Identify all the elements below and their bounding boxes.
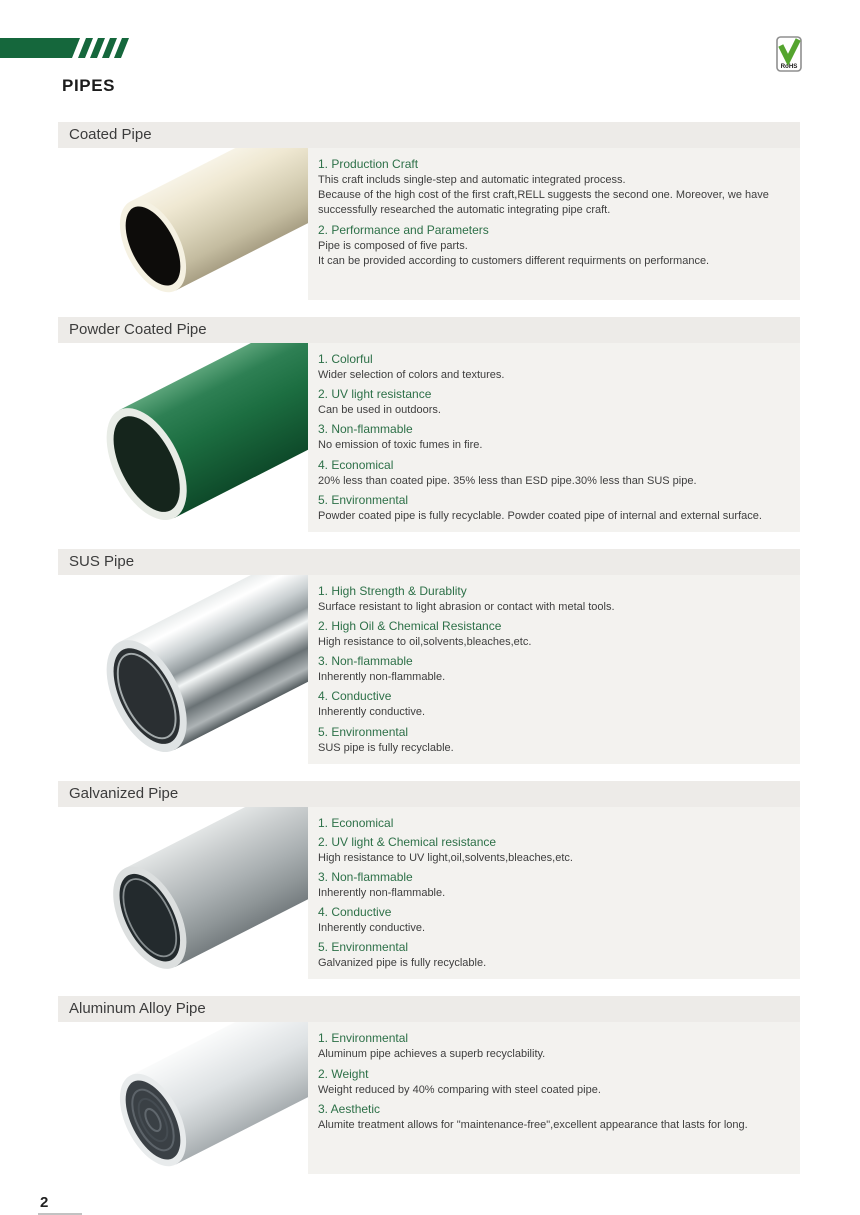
section-title: Powder Coated Pipe — [58, 317, 800, 343]
pipe-section — [58, 549, 800, 764]
pipe-section — [58, 996, 800, 1174]
powder-coated-pipe-illustration — [58, 343, 308, 532]
page-number-underline — [38, 1194, 82, 1215]
section-body — [58, 148, 800, 300]
feature-list — [308, 148, 800, 300]
section-body — [58, 343, 800, 532]
feature-heading: 4. Conductive — [318, 689, 392, 704]
feature-text: No emission of toxic fumes in fire. — [318, 439, 483, 452]
rohs-compliance-icon — [776, 36, 802, 72]
section-body — [58, 1022, 800, 1174]
coated-pipe-image — [58, 148, 308, 300]
section-title: SUS Pipe — [58, 549, 800, 575]
feature-text: High resistance to UV light,oil,solvents,bleaches,etc. — [318, 851, 573, 864]
feature-text: Because of the high cost of the first craft,RELL suggests the second one. Moreover, we have successfully researched the automatic integrating pipe craft. — [318, 189, 769, 217]
feature-text: 20% less than coated pipe. 35% less than ESD pipe.30% less than SUS pipe. — [318, 474, 697, 487]
sections — [58, 122, 800, 1174]
section-body — [58, 575, 800, 764]
sus-pipe-illustration — [58, 575, 308, 764]
section-title: Aluminum Alloy Pipe — [58, 996, 800, 1022]
pipe-section — [58, 781, 800, 980]
feature-text: Inherently non-flammable. — [318, 671, 446, 684]
sus-pipe-image — [58, 575, 308, 764]
feature-heading: 5. Environmental — [318, 940, 409, 955]
feature-text: It can be provided according to customers different requirments on performance. — [318, 254, 710, 267]
feature-text: Surface resistant to light abrasion or contact with metal tools. — [318, 600, 615, 613]
brand-stripes-banner-icon — [0, 38, 135, 58]
feature-text: This craft includs single-step and automatic integrated process. — [318, 174, 626, 186]
feature-heading: 2. UV light & Chemical resistance — [318, 834, 497, 849]
page-title: PIPES — [62, 76, 116, 95]
feature-heading: 2. High Oil & Chemical Resistance — [318, 619, 502, 634]
galvanized-pipe-image — [58, 807, 308, 980]
feature-text: Aluminum pipe achieves a superb recyclability. — [318, 1048, 546, 1061]
feature-heading: 1. High Strength & Durablity — [318, 583, 467, 598]
section-body — [58, 807, 800, 980]
feature-list — [308, 1022, 800, 1174]
feature-heading: 2. UV light resistance — [318, 387, 432, 402]
feature-heading: 3. Aesthetic — [318, 1101, 381, 1116]
feature-heading: 3. Non-flammable — [318, 654, 413, 669]
page-header — [0, 0, 860, 70]
feature-heading: 5. Environmental — [318, 492, 409, 507]
feature-heading: 2. Weight — [318, 1066, 369, 1081]
feature-text: Wider selection of colors and textures. — [318, 369, 505, 381]
feature-heading: 3. Non-flammable — [318, 869, 413, 884]
coated-pipe-illustration — [58, 148, 308, 300]
feature-text: SUS pipe is fully recyclable. — [318, 741, 454, 754]
feature-heading: 1. Production Craft — [318, 157, 419, 171]
pipe-section — [58, 317, 800, 532]
galvanized-pipe-illustration — [58, 807, 308, 980]
feature-text: Inherently conductive. — [318, 706, 426, 719]
feature-heading: 1. Colorful — [318, 352, 373, 366]
feature-heading: 4. Conductive — [318, 905, 392, 920]
feature-list — [308, 575, 800, 764]
feature-text: High resistance to oil,solvents,bleaches,etc. — [318, 636, 532, 649]
rohs-label: RoHS — [780, 63, 798, 70]
section-title: Galvanized Pipe — [58, 781, 800, 807]
feature-heading: 4. Economical — [318, 457, 394, 472]
aluminum-alloy-pipe-illustration — [58, 1022, 308, 1174]
feature-text: Galvanized pipe is fully recyclable. — [318, 957, 487, 970]
aluminum-alloy-pipe-image — [58, 1022, 308, 1174]
feature-list — [308, 807, 800, 980]
feature-list — [308, 343, 800, 532]
page-footer — [38, 1194, 860, 1215]
feature-text: Powder coated pipe is fully recyclable. Powder coated pipe of internal and external surface. — [318, 509, 762, 522]
feature-heading: 1. Environmental — [318, 1031, 409, 1046]
feature-text: Inherently non-flammable. — [318, 886, 446, 899]
feature-heading: 5. Environmental — [318, 724, 409, 739]
feature-heading: 2. Performance and Parameters — [318, 222, 489, 237]
feature-text: Weight reduced by 40% comparing with steel coated pipe. — [318, 1083, 601, 1096]
feature-heading: 1. Economical — [318, 815, 394, 830]
page-number: 2 — [40, 1194, 49, 1212]
feature-text: Pipe is composed of five parts. — [318, 239, 468, 252]
feature-heading: 3. Non-flammable — [318, 422, 413, 437]
feature-text: Inherently conductive. — [318, 922, 426, 935]
section-title: Coated Pipe — [58, 122, 800, 148]
feature-text: Alumite treatment allows for "maintenance-free",excellent appearance that lasts for long. — [318, 1118, 748, 1131]
feature-text: Can be used in outdoors. — [318, 404, 441, 417]
powder-coated-pipe-image — [58, 343, 308, 532]
pipe-section — [58, 122, 800, 300]
